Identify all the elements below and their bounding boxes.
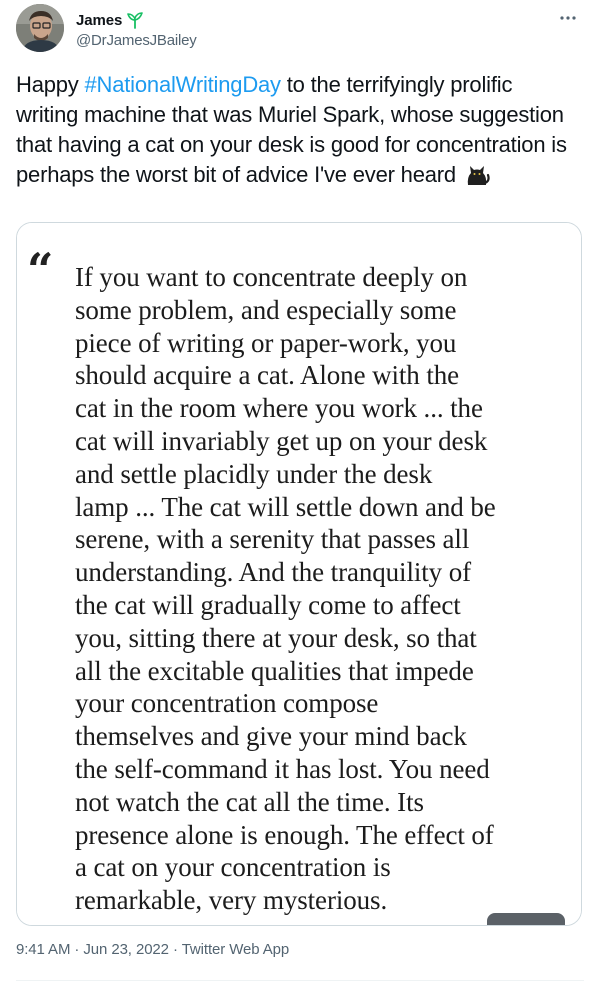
black-cat-icon bbox=[464, 161, 490, 187]
meta-separator: · bbox=[168, 941, 182, 958]
display-name[interactable]: James bbox=[76, 11, 123, 29]
tweet-text-after: to the terrifyingly prolific writing machine that was Muriel Spark, whose suggestion that having a cat on your desk is good for concentration is perhaps the worst bit of advice I've ever heard bbox=[16, 72, 567, 187]
more-horizontal-icon bbox=[558, 8, 578, 28]
quote-text: If you want to concentrate deeply on some problem, and especially some piece of writing or paper-work, you should acquire a cat. Alone with the cat in the room where you work ... the cat will invariably get up on your desk and settle placidly under the desk lamp ... The cat will settle down and be serene, with a serenity that passes all understanding. And the tranquility of the cat will gradually come to affect you, sitting there at your desk, so that all the excitable qualities that impede your concentration compose themselves and give your mind back the self-command it has lost. You need not watch the cat all the time. Its presence alone is enough. The effect of a cat on your concentration is remarkable, very mysterious. bbox=[75, 262, 496, 916]
quote-image bbox=[17, 223, 581, 925]
tweet-text-before: Happy bbox=[16, 72, 85, 97]
divider bbox=[16, 980, 584, 981]
name-row bbox=[76, 10, 197, 30]
author-handle[interactable]: @DrJamesJBailey bbox=[76, 32, 197, 49]
tweet-time[interactable]: 9:41 AM bbox=[16, 941, 71, 958]
avatar-image bbox=[16, 4, 64, 52]
tweet-text bbox=[16, 70, 576, 190]
tweet-source[interactable]: Twitter Web App bbox=[181, 941, 290, 958]
media-badge-button[interactable] bbox=[487, 913, 565, 926]
tweet-header bbox=[16, 4, 584, 56]
more-options-button[interactable] bbox=[556, 6, 580, 30]
sprout-icon bbox=[126, 11, 144, 29]
quote-image-card[interactable] bbox=[16, 222, 582, 926]
author-info bbox=[76, 10, 197, 49]
tweet-date[interactable]: Jun 23, 2022 bbox=[83, 941, 169, 958]
hashtag-link[interactable]: #NationalWritingDay bbox=[84, 72, 281, 97]
avatar[interactable] bbox=[16, 4, 64, 52]
meta-separator: · bbox=[70, 941, 84, 958]
tweet-metadata bbox=[16, 941, 289, 958]
quote-mark: “ bbox=[27, 243, 54, 297]
